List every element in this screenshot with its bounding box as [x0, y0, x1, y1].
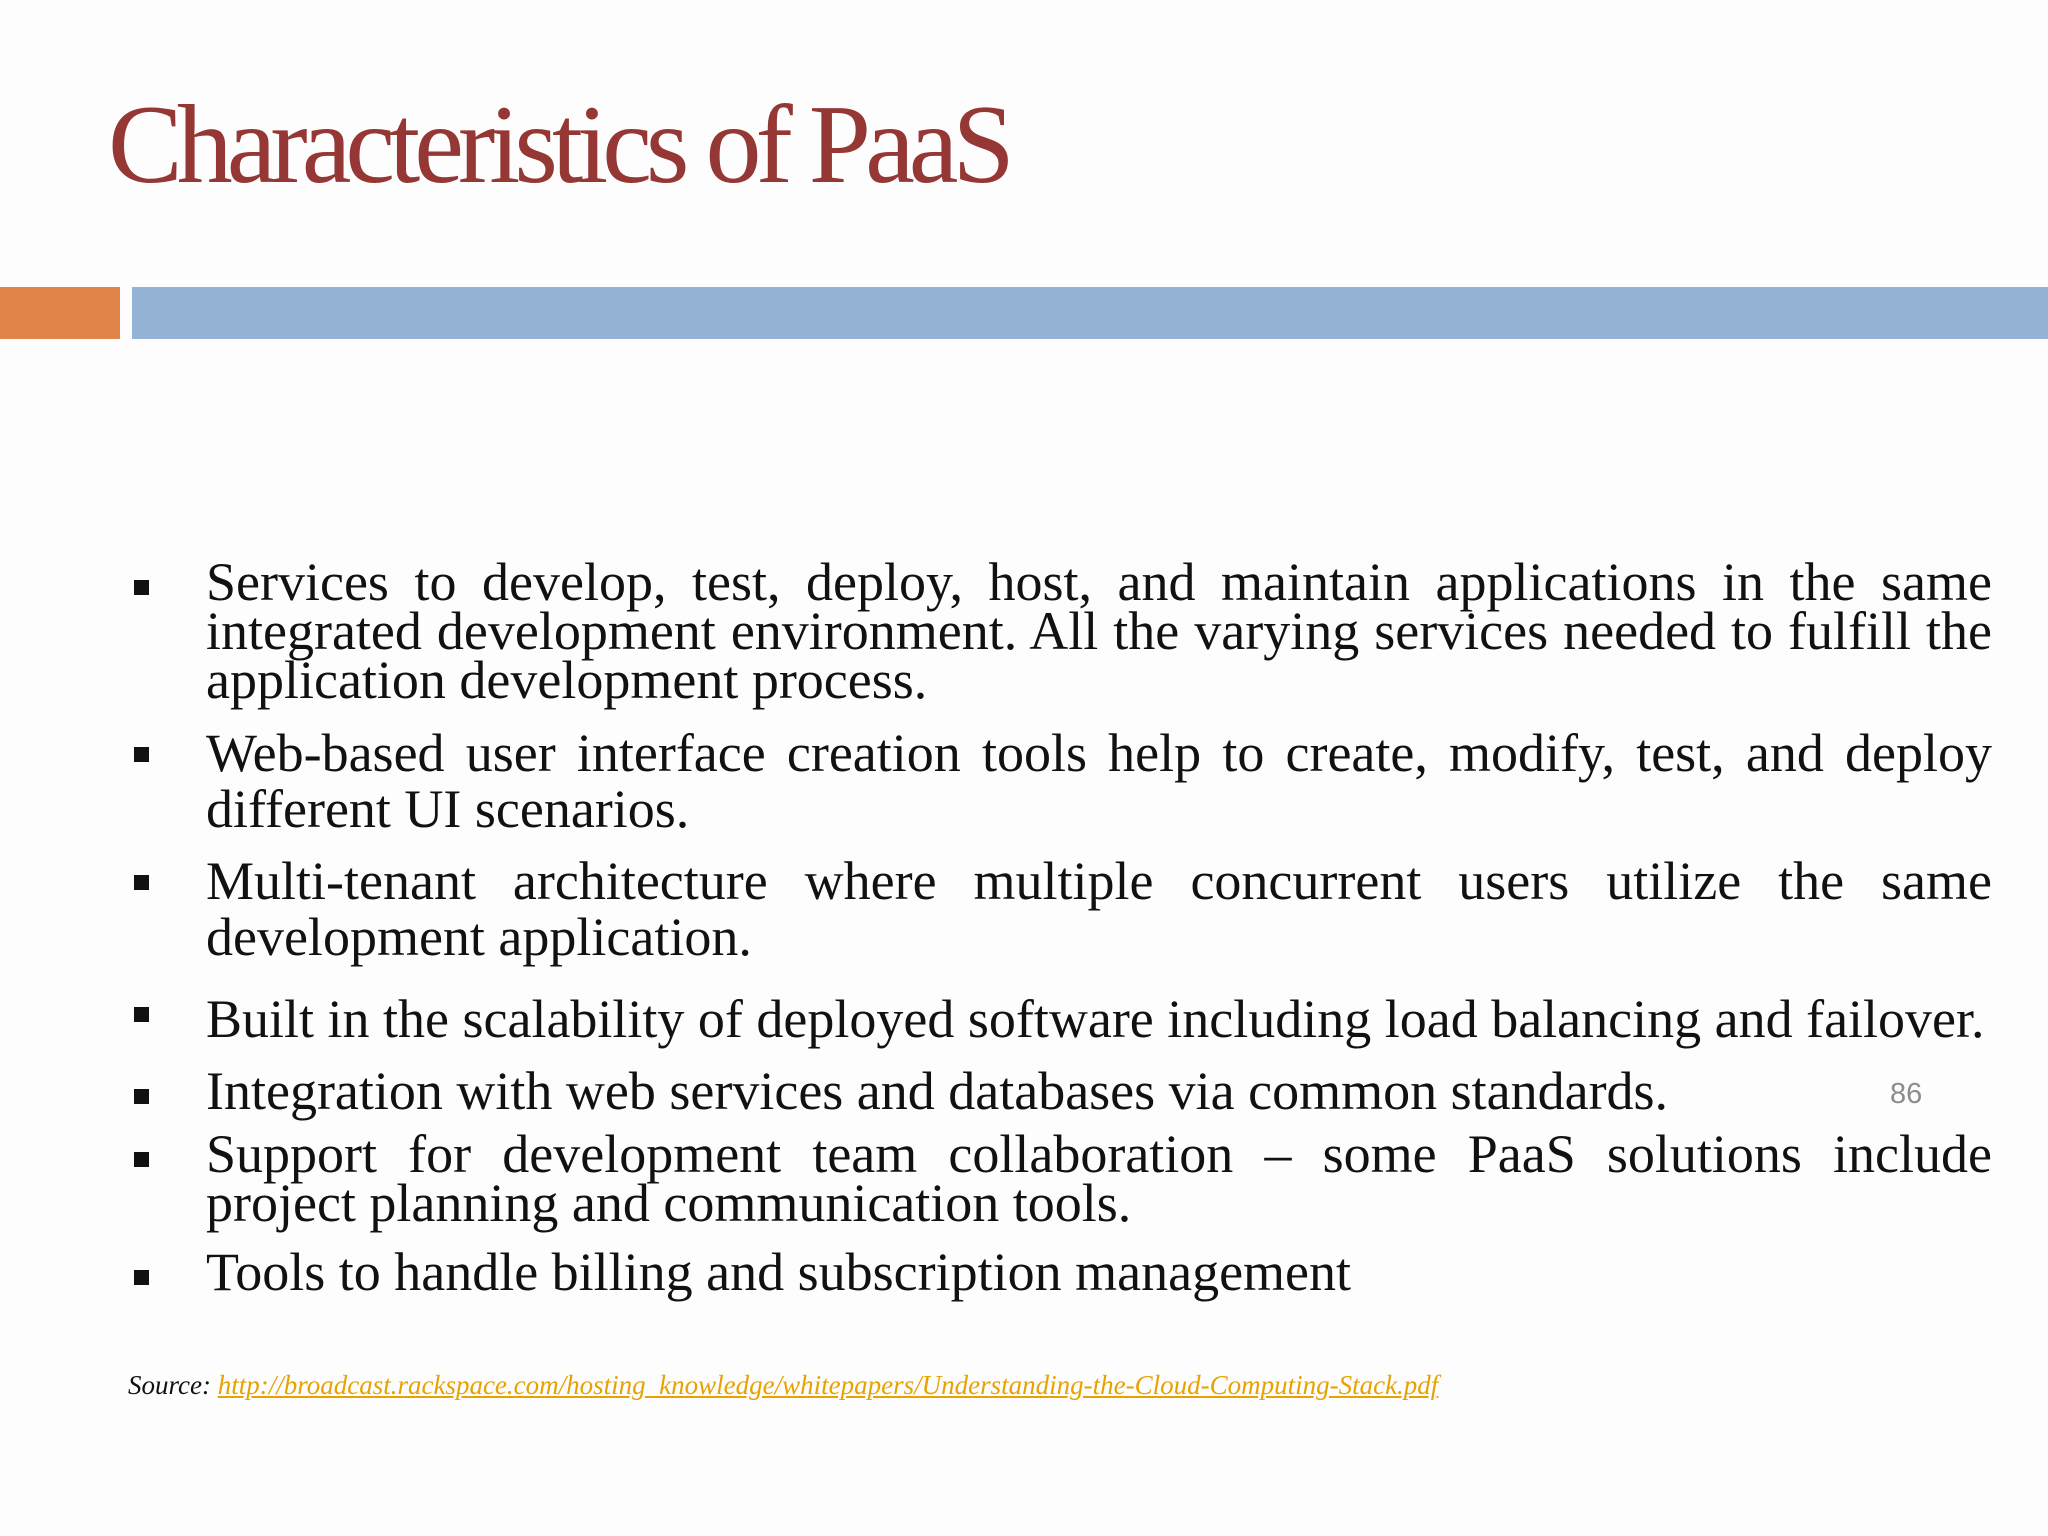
bullet-text: Built in the scalability of deployed software including load balancing and failover.	[206, 989, 1985, 1049]
bullet-text: Services to develop, test, deploy, host, and maintain applications in the same integrated development environment. All the varying services needed to fulfill the application development process.	[206, 552, 1992, 710]
source-label: Source:	[128, 1370, 211, 1400]
bullet-item	[130, 552, 1992, 710]
square-bullet-icon	[134, 1007, 149, 1022]
bullet-item	[130, 1061, 1992, 1121]
bullet-text: Multi-tenant architecture where multiple concurrent users utilize the same development application.	[206, 851, 1992, 967]
page-number: 86	[1890, 1078, 1923, 1110]
bullet-item	[130, 985, 1992, 1053]
bullet-text: Support for development team collaboration – some PaaS solutions include project planning and communication tools.	[206, 1124, 1992, 1233]
source-citation	[128, 1370, 1438, 1401]
bullet-item	[130, 853, 1992, 965]
square-bullet-icon	[134, 1152, 149, 1167]
square-bullet-icon	[134, 1270, 149, 1285]
accent-bar-orange	[0, 287, 120, 339]
square-bullet-icon	[134, 1089, 149, 1104]
square-bullet-icon	[134, 875, 149, 890]
square-bullet-icon	[134, 580, 149, 595]
bullet-list	[130, 552, 1992, 1302]
accent-bar-blue	[132, 287, 2048, 339]
bullet-item	[130, 1242, 1992, 1302]
bullet-item	[130, 1124, 1992, 1233]
bullet-item	[130, 725, 1992, 837]
bullet-text: Integration with web services and databases via common standards.	[206, 1061, 1669, 1121]
bullet-text: Tools to handle billing and subscription management	[206, 1242, 1352, 1302]
square-bullet-icon	[134, 747, 149, 762]
slide-title: Characteristics of PaaS	[108, 83, 1009, 207]
bullet-text: Web-based user interface creation tools help to create, modify, test, and deploy different UI scenarios.	[206, 723, 1992, 839]
source-link[interactable]: http://broadcast.rackspace.com/hosting_knowledge/whitepapers/Understanding-the-Cloud-Computing-Stack.pdf	[217, 1370, 1439, 1400]
